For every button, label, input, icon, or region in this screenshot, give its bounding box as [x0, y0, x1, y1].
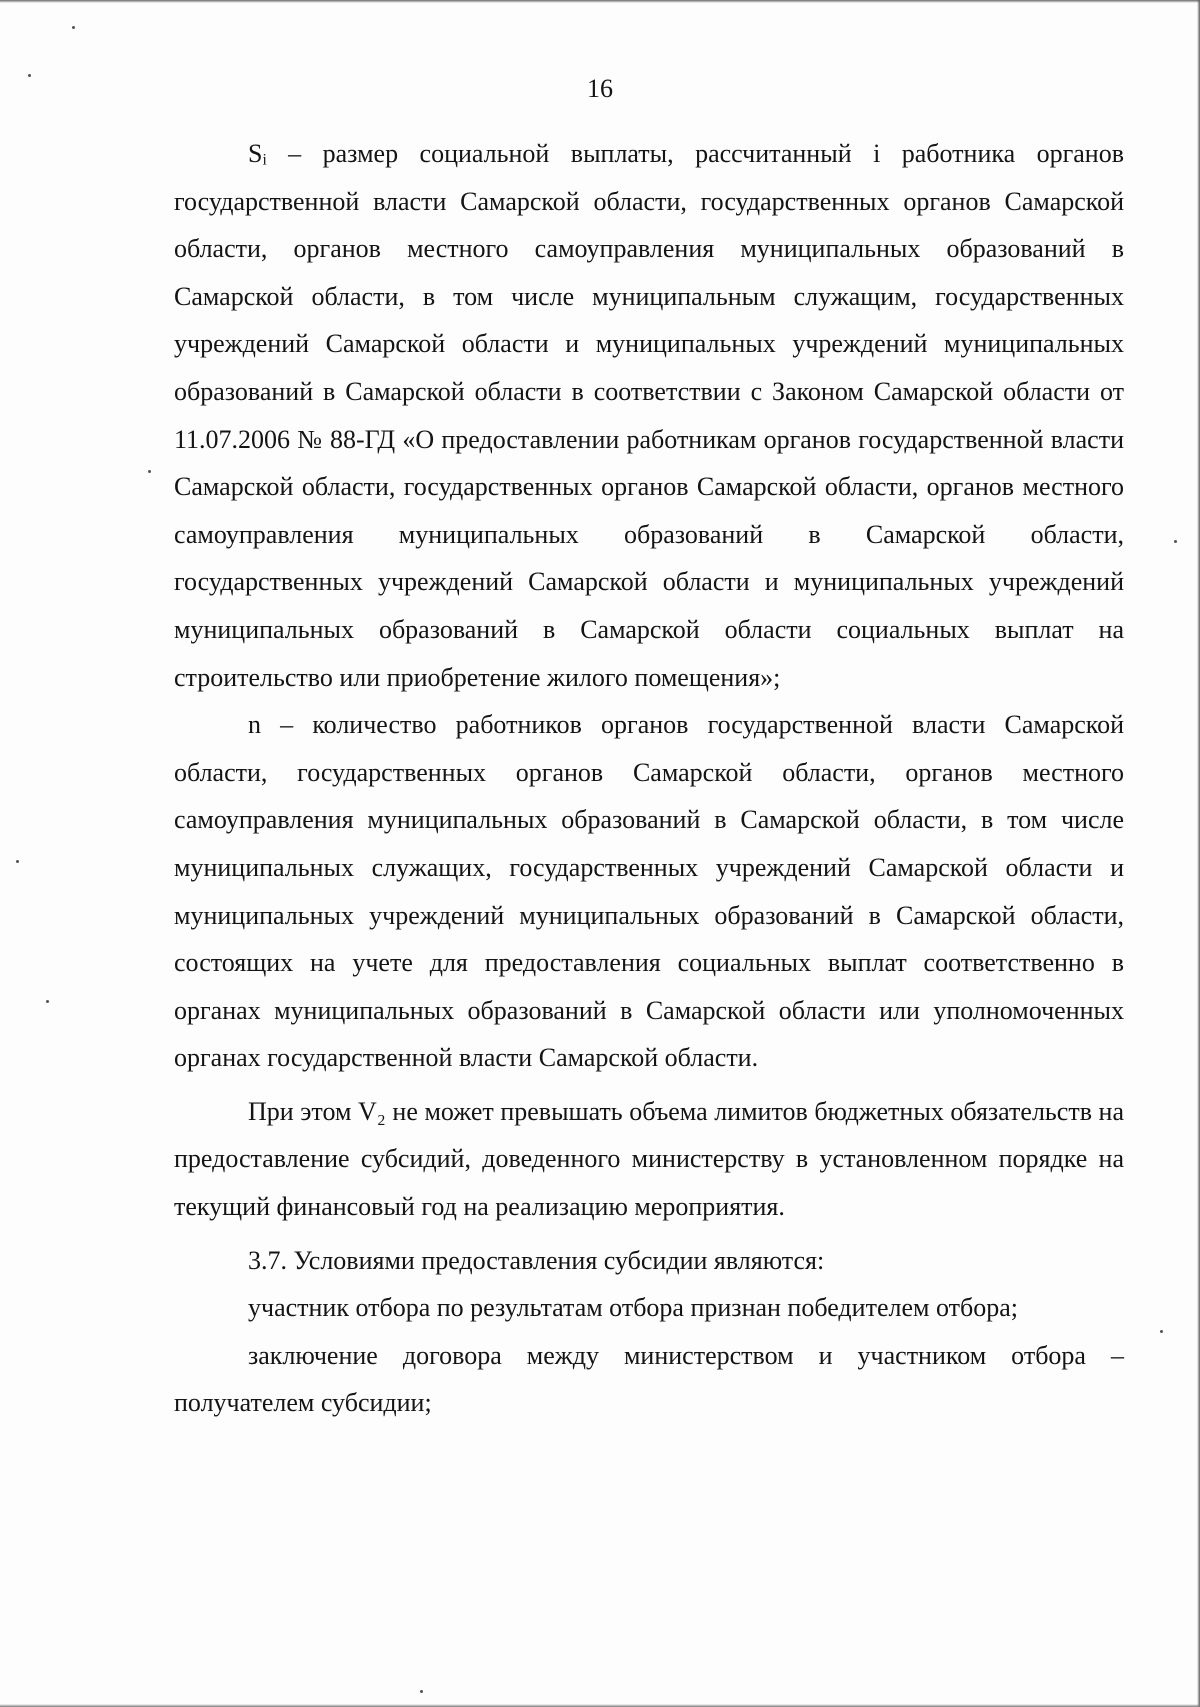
paragraph-section-3-7: 3.7. Условиями предоставления субсидии являются: — [248, 1245, 825, 1275]
paragraph-n-definition: n – количество работников органов государственной власти Самарской области, государственных органов Самарской области, органов местного самоуправления муниципальных образований в Самарской области, в том числе муниципальных служащих, государственных учреждений Самарской области и муниципальных учреждений муниципальных образований в Самарской области, состоящих на учете для предоставления социальных выплат соответственно в органах муниципальных образований в Самарской области или уполномоченных органах государственной власти Самарской области. — [174, 710, 1124, 1073]
scan-speck — [72, 26, 75, 29]
scan-edge-top — [0, 0, 1200, 3]
scan-speck — [28, 74, 31, 77]
scan-speck — [148, 470, 151, 473]
scan-speck — [16, 860, 19, 863]
paragraph-v2-limit: При этом V₂ не может превышать объема лимитов бюджетных обязательств на предоставление субсидий, доведенного министерству в установленном порядке на текущий финансовый год на реализацию мероприятия. — [174, 1096, 1124, 1222]
paragraph-condition-winner: участник отбора по результатам отбора признан победителем отбора; — [248, 1293, 1018, 1323]
paragraph-si-definition: Sᵢ – размер социальной выплаты, рассчитанный i работника органов государственной власти Самарской области, государственных органов Самарской области, органов местного самоуправления муниципальных образований в Самарской области, в том числе муниципальным служащим, государственных учреждений Самарской области и муниципальных учреждений муниципальных образований в Самарской области в соответствии с Законом Самарской области от 11.07.2006 № 88-ГД «О предоставлении работникам органов государственной власти Самарской области, государственных органов Самарской области, органов местного самоуправления муниципальных образований в Самарской области, государственных учреждений Самарской области и муниципальных учреждений муниципальных образований в Самарской области социальных выплат на строительство или приобретение жилого помещения»; — [174, 139, 1124, 692]
paragraph-condition-contract: заключение договора между министерством и участником отбора – получателем субсидии; — [174, 1340, 1124, 1418]
page-number: 16 — [587, 74, 613, 103]
scan-speck — [1160, 1330, 1163, 1333]
document-body — [174, 130, 1124, 1427]
scan-speck — [420, 1690, 423, 1693]
scan-speck — [1174, 540, 1177, 543]
scan-speck — [46, 1000, 49, 1003]
